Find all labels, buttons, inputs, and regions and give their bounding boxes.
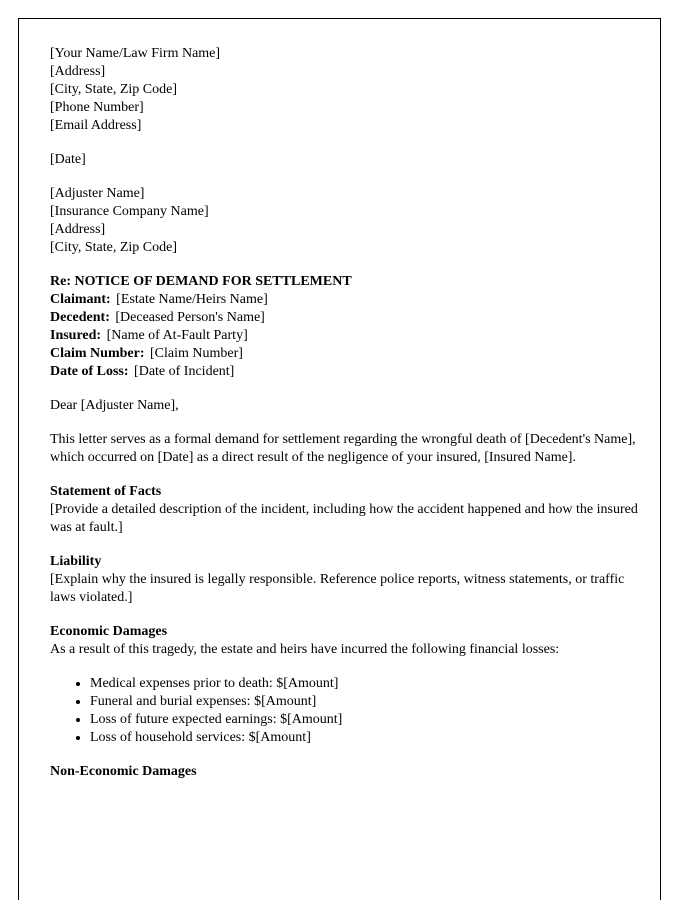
recipient-line: [City, State, Zip Code] [50,240,178,255]
intro-paragraph [50,431,640,467]
section-body: [Explain why the insured is legally responsible. Reference police reports, witness statements, or traffic laws violated.] [50,572,625,605]
section-heading: Statement of Facts [50,484,162,499]
sender-line: [Your Name/Law Firm Name] [50,46,221,61]
reference-label: Claim Number: [50,346,145,361]
section-body: [Provide a detailed description of the incident, including how the accident happened and how the insured was at fault.] [50,502,638,535]
section-heading: Non-Economic Damages [50,764,197,779]
section-statement-of-facts [50,483,640,537]
damages-item: • Funeral and burial expenses: $[Amount] [90,693,640,711]
recipient-line: [Adjuster Name] [50,186,145,201]
reference-label: Insured: [50,328,102,343]
section-heading: Economic Damages [50,624,168,639]
damages-item: • Loss of future expected earnings: $[Amount] [90,711,640,729]
date-block [50,151,640,169]
reference-line [50,345,640,363]
section-economic-damages [50,623,640,659]
sender-block [50,45,640,135]
date-line: [Date] [50,152,86,167]
intro-text: This letter serves as a formal demand for settlement regarding the wrongful death of [Decedent's Name], which occurred on [Date] as a direct result of the negligence of your insured, [Insured Name]. [50,432,636,465]
recipient-line: [Address] [50,222,106,237]
section-non-economic-damages [50,763,640,781]
letter-page [18,18,661,900]
recipient-block [50,185,640,257]
sender-line: [Email Address] [50,118,142,133]
reference-label: Decedent: [50,310,110,325]
reference-block [50,273,640,381]
sender-line: [Address] [50,64,106,79]
salutation-line: Dear [Adjuster Name], [50,398,179,413]
recipient-line: [Insurance Company Name] [50,204,209,219]
reference-value: [Deceased Person's Name] [115,310,265,325]
reference-value: [Date of Incident] [134,364,235,379]
reference-value: [Name of At-Fault Party] [106,328,248,343]
reference-line [50,327,640,345]
subject-line: Re: NOTICE OF DEMAND FOR SETTLEMENT [50,274,352,289]
reference-line [50,363,640,381]
damages-list [50,675,640,747]
section-heading: Liability [50,554,102,569]
sender-line: [Phone Number] [50,100,144,115]
reference-value: [Claim Number] [150,346,243,361]
reference-label: Date of Loss: [50,364,129,379]
reference-value: [Estate Name/Heirs Name] [116,292,268,307]
reference-line [50,291,640,309]
salutation-block [50,397,640,415]
section-body: As a result of this tragedy, the estate and heirs have incurred the following financial losses: [50,642,560,657]
sender-line: [City, State, Zip Code] [50,82,178,97]
damages-item: • Loss of household services: $[Amount] [90,729,640,747]
damages-item: • Medical expenses prior to death: $[Amount] [90,675,640,693]
section-liability [50,553,640,607]
reference-label: Claimant: [50,292,111,307]
reference-line [50,309,640,327]
